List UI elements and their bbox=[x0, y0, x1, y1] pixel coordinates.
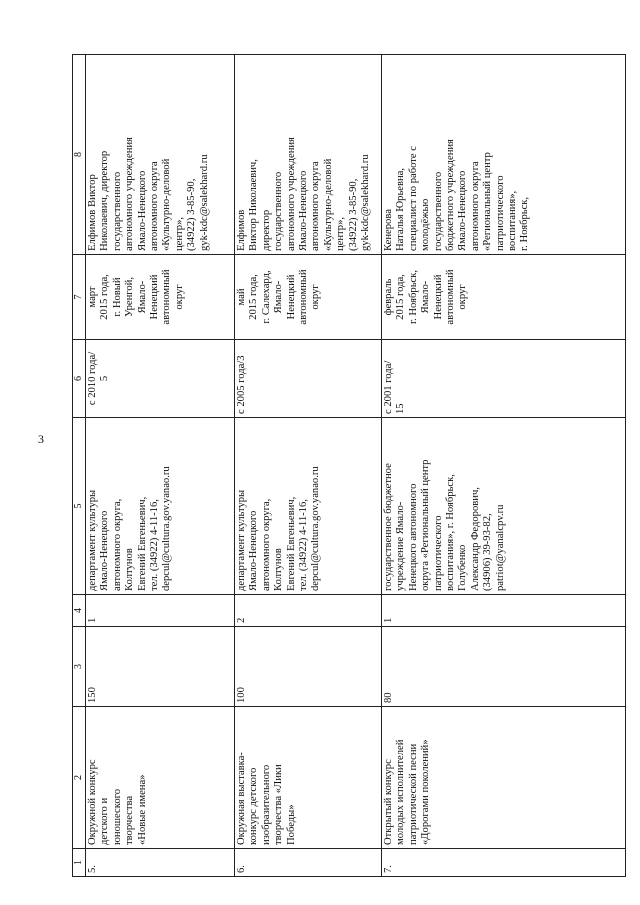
held-since: с 2010 года/ 5 bbox=[86, 340, 235, 418]
column-4-value: 1 bbox=[86, 595, 235, 627]
column-4-value: 2 bbox=[235, 595, 382, 627]
page-number: 3 bbox=[38, 432, 44, 446]
contact-person: Кенерова Наталья Юрьевна, специалист по работе с молодёжью государственного бюджетного учреждения Ямало-Ненецкого автономного округа «Региональный центр патриотического воспитания», г. Ноябрьск, bbox=[382, 55, 626, 255]
contact-person: Елфимов Виктор Николаевич, директор государственного автономного учреждения Ямало-Ненецкого автономного округа «Культурно-деловой центр», (34922) 3-85-90, gyk-kdc@salekhard.ru bbox=[86, 55, 235, 255]
date-and-place: март 2015 года, г. Новый Уренгой, Ямало- Ненецкий автономный округ bbox=[86, 255, 235, 340]
table-row bbox=[86, 55, 235, 877]
header-cell-5: 5 bbox=[73, 418, 86, 595]
organizer: департамент культуры Ямало-Ненецкого автономного округа, Колтунов Евгений Евгеньевич, тел. (34922) 4-11-16, depcul@cultura.gov.yanao.ru bbox=[86, 418, 235, 595]
events-table bbox=[72, 54, 626, 877]
participants-count: 150 bbox=[86, 627, 235, 707]
header-cell-4: 4 bbox=[73, 595, 86, 627]
organizer: государственное бюджетное учреждение Ямало- Ненецкого автономного округа «Региональный центр патриотического воспитания», г. Ноябрьск, Голубенко Александр Федорович, (34906) 39-93-82, patriot@yanalcpv.ru bbox=[382, 418, 626, 595]
header-cell-6: 6 bbox=[73, 340, 86, 418]
organizer: департамент культуры Ямало-Ненецкого автономного округа, Колтунов Евгений Евгеньевич, тел. (34922) 4-11-16, depcul@cultura.gov.yanao.ru bbox=[235, 418, 382, 595]
event-name: Открытый конкурс молодых исполнителей патриотической песни «Дорогами поколений» bbox=[382, 707, 626, 849]
held-since: с 2001 года/ 15 bbox=[382, 340, 626, 418]
header-cell-7: 7 bbox=[73, 255, 86, 340]
rotated-table-container bbox=[72, 55, 630, 877]
event-name: Окружной конкурс детского и юношеского творчества «Новые имена» bbox=[86, 707, 235, 849]
header-cell-1: 1 bbox=[73, 849, 86, 877]
row-number: 5. bbox=[86, 849, 235, 877]
contact-person: Елфимов Виктор Николаевич, директор государственного автономного учреждения Ямало-Ненецкого автономного округа «Культурно-деловой центр», (34922) 3-85-90, gyk-kdc@salekhard.ru bbox=[235, 55, 382, 255]
table-row bbox=[235, 55, 382, 877]
event-name: Окружная выставка- конкурс детского изобразительного творчества «Лики Победы» bbox=[235, 707, 382, 849]
header-cell-8: 8 bbox=[73, 55, 86, 255]
held-since: с 2005 года/3 bbox=[235, 340, 382, 418]
table-row bbox=[382, 55, 626, 877]
row-number: 7. bbox=[382, 849, 626, 877]
participants-count: 80 bbox=[382, 627, 626, 707]
date-and-place: февраль 2015 года, г. Ноябрьск, Ямало- Ненецкий автономный округ bbox=[382, 255, 626, 340]
participants-count: 100 bbox=[235, 627, 382, 707]
date-and-place: май 2015 года, г. Салехард, Ямало- Ненецкий автономный округ bbox=[235, 255, 382, 340]
column-4-value: 1 bbox=[382, 595, 626, 627]
header-row bbox=[73, 55, 86, 877]
header-cell-2: 2 bbox=[73, 707, 86, 849]
header-cell-3: 3 bbox=[73, 627, 86, 707]
row-number: 6. bbox=[235, 849, 382, 877]
